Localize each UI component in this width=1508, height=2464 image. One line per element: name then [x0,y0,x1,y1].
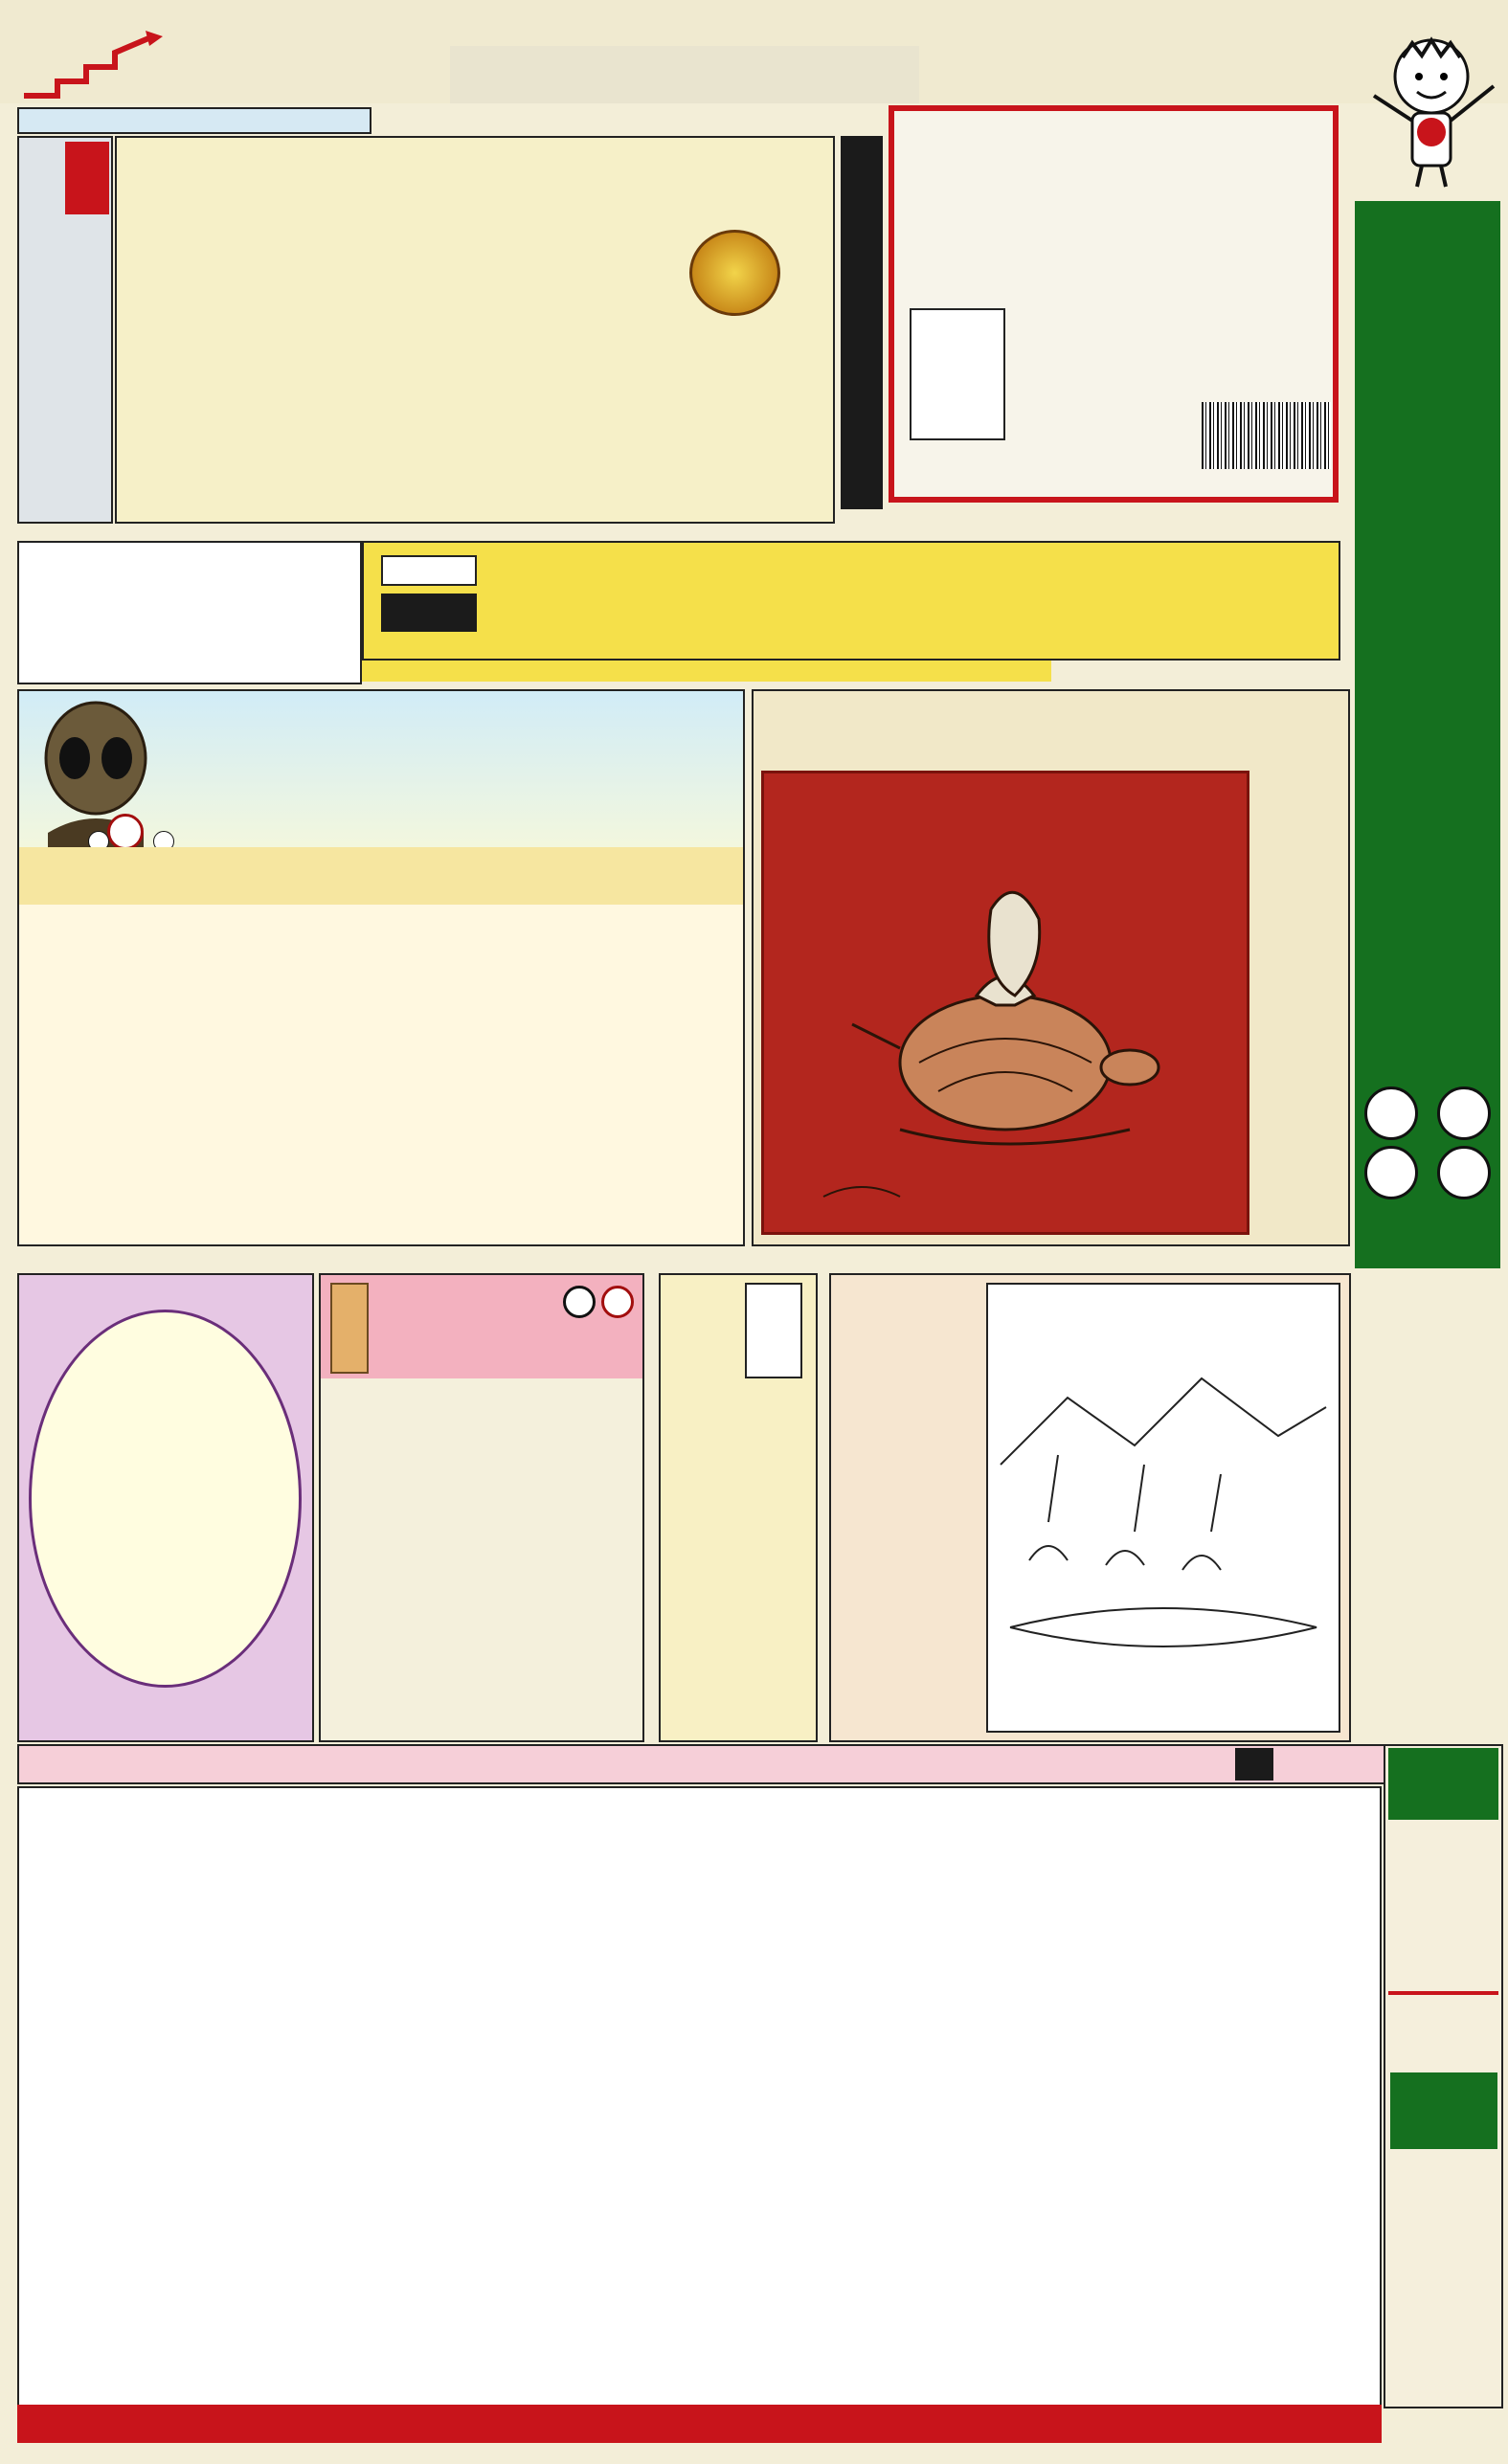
draw-news-article [517,206,833,517]
book-figure [330,1283,369,1374]
right-pick-num-2a [1437,1086,1491,1140]
trend-ratio [1235,1748,1273,1781]
trend-chart [17,1786,1382,2408]
left-number-column [67,232,111,519]
happiness-text [57,1335,278,1661]
taurus-col-2 [391,909,735,1225]
trump-article [123,206,439,517]
right-vertical-banner [1355,201,1500,967]
ad-strip [17,107,371,134]
special-side-text [1390,2159,1497,2403]
taurus-title-bar [19,847,743,905]
special-side-title [1388,1748,1498,1820]
mascot-god-image [689,230,780,316]
right-picks [1355,962,1500,1268]
mystic-numbers [921,1369,969,1714]
barcode [1202,402,1331,469]
book-num-2 [601,1286,634,1318]
right-pick-num-1a [1364,1086,1418,1140]
trust-title-right [745,1283,802,1378]
trust-rows [663,1388,814,1675]
draw-period [381,555,477,586]
right-pick-num-1b [1364,1146,1418,1199]
minor-prizes [362,661,1051,682]
trend-header [17,1744,1396,1784]
right-pick-col-2 [1428,962,1500,1268]
special-side-dir [1388,1824,1498,1986]
special-side-advice-2 [1390,2072,1497,2149]
alien-badge-a [107,814,144,850]
alien-numbers [326,785,737,842]
book-header [321,1275,642,1378]
draw-balls [488,560,1331,646]
hk-made-banner [841,136,883,509]
result-ticker [17,2405,1382,2443]
draw-label [381,594,477,632]
taurus-col-1 [29,909,383,1235]
book-num-1 [563,1286,596,1318]
mascot-boy-image [1360,29,1503,191]
slogan-box [910,308,1005,440]
masthead-stairs-logo [19,29,172,105]
prize-table [17,541,362,684]
turtle-rooster-drawing [785,814,1226,1216]
right-pick-num-2b [1437,1146,1491,1199]
hint-poem [1254,795,1345,1235]
right-pick-col-1 [1355,962,1428,1268]
top-banner [450,46,919,103]
mystic-tags [996,1378,1331,1694]
special-side-legend [1388,1991,1498,1995]
side-tag [65,142,109,214]
book-text [330,1383,637,1733]
